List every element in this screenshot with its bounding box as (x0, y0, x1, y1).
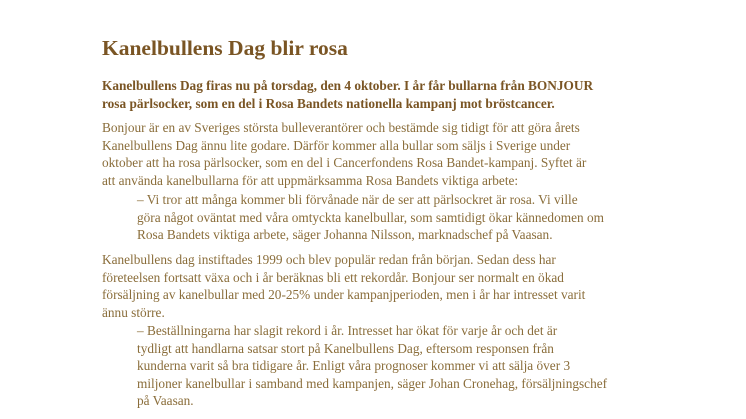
text-line: på Vaasan. (137, 393, 194, 409)
text-line: Rosa Bandets viktiga arbete, säger Johanna Nilsson, marknadschef på Vaasan. (137, 227, 553, 243)
quote-paragraph-1 (137, 191, 682, 244)
text-line: oktober att ha rosa pärlsocker, som en del i Cancerfondens Rosa Bandet-kampanj. Syftet är (102, 155, 587, 171)
body-paragraph-2 (102, 251, 682, 321)
text-line: Kanelbullens dag instiftades 1999 och blev populär redan från början. Sedan dess har (102, 252, 556, 267)
text-line: tydligt att handlarna satsar stort på Kanelbullens Dag, eftersom responsen från (137, 340, 554, 356)
text-line: ännu större. (102, 304, 165, 320)
text-line: Bonjour är en av Sveriges största bulleverantörer och bestämde sig tidigt för att göra årets (102, 120, 580, 135)
text-line: Kanelbullens Dag ännu lite godare. Därför kommer alla bullar som säljs i Sverige under (102, 137, 571, 153)
lead-line: Kanelbullens Dag firas nu på torsdag, den 4 oktober. I år får bullarna från BONJOUR (102, 78, 594, 93)
text-line: kunderna varit så bra tidigare år. Enligt våra prognoser kommer vi att sälja över 3 (137, 358, 571, 374)
text-line: – Vi tror att många kommer bli förvånade när de ser att pärlsockret är rosa. Vi ville (137, 192, 578, 207)
text-line: försäljning av kanelbullar med 20-25% under kampanjperioden, men i år har intresset varit (102, 287, 586, 303)
text-line: miljoner kanelbullar i samband med kampanjen, säger Johan Cronehag, försäljningschef (137, 375, 608, 391)
text-line: att använda kanelbullarna för att uppmärksamma Rosa Bandets viktiga arbete: (102, 172, 519, 188)
text-line: – Beställningarna har slagit rekord i år. Intresset har ökat för varje år och det är (137, 323, 558, 338)
quote-paragraph-2 (137, 322, 682, 410)
text-line: göra något oväntat med våra omtyckta kanelbullar, som samtidigt ökar kännedomen om (137, 209, 604, 225)
lead-line: rosa pärlsocker, som en del i Rosa Bandets nationella kampanj mot bröstcancer. (102, 95, 555, 111)
body-paragraph-1 (102, 119, 682, 189)
text-line: företeelsen fortsatt växa och i år beräknas bli ett rekordår. Bonjour ser normalt en ökad (102, 269, 564, 285)
lead-paragraph (102, 77, 662, 112)
article-title: Kanelbullens Dag blir rosa (102, 36, 348, 60)
